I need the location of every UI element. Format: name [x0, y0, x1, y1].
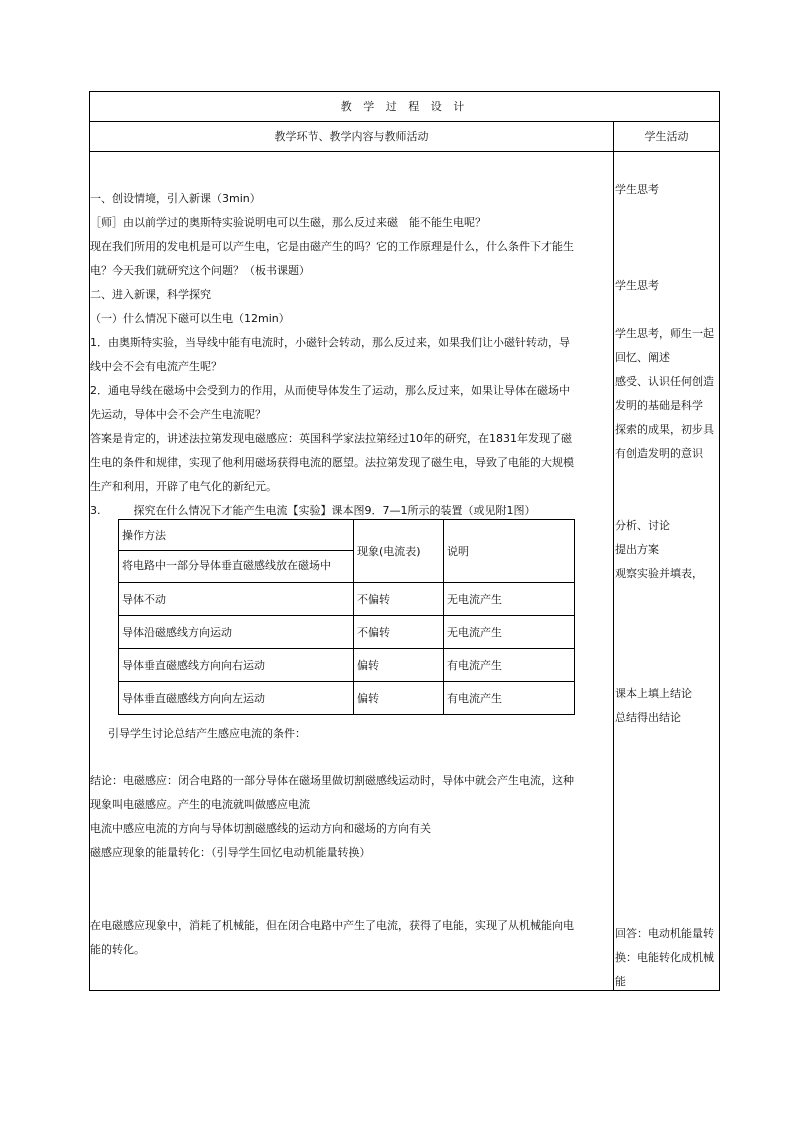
op-cell: 导体不动 [119, 583, 354, 616]
table-row [119, 649, 575, 682]
text-line: 能的转化。 [90, 943, 145, 956]
col-header-main: 教学环节、教学内容与教师活动 [274, 130, 429, 143]
table-header-row [119, 520, 575, 583]
note-header: 说明 [444, 520, 575, 583]
text-line: 答案是肯定的，讲述法拉第发现电磁感应：英国科学家法拉第经过10年的研究，在1831年发现了磁 [90, 432, 572, 445]
text-line: 生产和利用，开辟了电气化的新纪元。 [90, 480, 277, 493]
column-divider [613, 121, 614, 990]
op-header-sub: 将电路中一部分导体垂直磁感线放在磁场中 [122, 558, 331, 572]
table-row [119, 682, 575, 715]
student-activity-6: 回答：电动机能量转 换：电能转化成机械 能 [615, 927, 714, 988]
energy-block [90, 914, 612, 962]
note-cell: 无电流产生 [444, 616, 575, 649]
phen-cell: 不偏转 [354, 616, 444, 649]
conclusion-block [90, 769, 612, 865]
text-line: 现在我们所用的发电机是可以产生电，它是由磁产生的吗？它的工作原理是什么，什么条件下才能生 [90, 240, 574, 253]
student-activity-5: 课本上填上结论 总结得出结论 [615, 687, 692, 724]
main-content-intro [90, 187, 612, 523]
student-activity-1: 学生思考 [615, 183, 659, 196]
header-divider [90, 151, 719, 152]
text-line: 在电磁感应现象中，消耗了机械能，但在闭合电路中产生了电流，获得了电能，实现了从机械能向电 [90, 919, 574, 932]
student-activity-4: 分析、讨论 提出方案 观察实验并填表， [615, 519, 703, 580]
op-cell: 导体沿磁感线方向运动 [119, 616, 354, 649]
table-title: 教 学 过 程 设 计 [340, 100, 469, 113]
text-line: 1．由奥斯特实验，当导线中能有电流时，小磁针会转动，那么反过来，如果我们让小磁针转动，导 [90, 336, 570, 349]
text-line: （一）什么情况下磁可以生电（12min） [90, 312, 290, 325]
note-cell: 有电流产生 [444, 649, 575, 682]
guide-text: 引导学生讨论总结产生感应电流的条件： [108, 727, 306, 740]
col-header-student: 学生活动 [644, 130, 689, 143]
op-header-cell [119, 520, 354, 583]
note-cell: 无电流产生 [444, 583, 575, 616]
phen-header: 现象(电流表) [354, 520, 444, 583]
table-row [119, 616, 575, 649]
text-line: 3. 探究在什么情况下才能产生电流【实验】课本图9．7—1所示的装置（或见附1图） [90, 504, 536, 517]
text-line: 先运动，导体中会不会产生电流呢？ [90, 408, 266, 421]
op-header: 操作方法 [119, 522, 353, 551]
title-divider [90, 121, 719, 122]
op-cell: 导体垂直磁感线方向向右运动 [119, 649, 354, 682]
text-line: 电？今天我们就研究这个问题？（板书课题） [90, 264, 310, 277]
text-line: 磁感应现象的能量转化：（引导学生回忆电动机能量转换） [90, 846, 371, 859]
text-line: 现象叫电磁感应。产生的电流就叫做感应电流 [90, 798, 310, 811]
text-line: ［师］由以前学过的奥斯特实验说明电可以生磁，那么反过来磁 能不能生电呢？ [90, 216, 486, 229]
text-line: 结论：电磁感应：闭合电路的一部分导体在磁场里做切割磁感线运动时，导体中就会产生电流，这种 [90, 774, 574, 787]
text-line: 2．通电导线在磁场中会受到力的作用，从而使导体发生了运动，那么反过来，如果让导体在磁场中 [90, 384, 570, 397]
text-line: 二、进入新课，科学探究 [90, 288, 211, 301]
note-cell: 有电流产生 [444, 682, 575, 715]
experiment-table [118, 519, 575, 715]
phen-cell: 偏转 [354, 682, 444, 715]
table-row [119, 583, 575, 616]
phen-cell: 偏转 [354, 649, 444, 682]
text-line: 一、创设情境，引入新课（3min） [90, 192, 261, 205]
phen-cell: 不偏转 [354, 583, 444, 616]
op-cell: 导体垂直磁感线方向向左运动 [119, 682, 354, 715]
student-activity-2: 学生思考 [615, 279, 659, 292]
student-activity-3: 学生思考，师生一起 回忆、阐述 感受、认识任何创造 发明的基础是科学 探索的成果，初步具 有创造发明的意识 [615, 327, 714, 460]
text-line: 电流中感应电流的方向与导体切割磁感线的运动方向和磁场的方向有关 [90, 822, 431, 835]
text-line: 生电的条件和规律，实现了他利用磁场获得电流的愿望。法拉第发现了磁生电，导致了电能的大规模 [90, 456, 574, 469]
text-line: 线中会不会有电流产生呢？ [90, 360, 222, 373]
